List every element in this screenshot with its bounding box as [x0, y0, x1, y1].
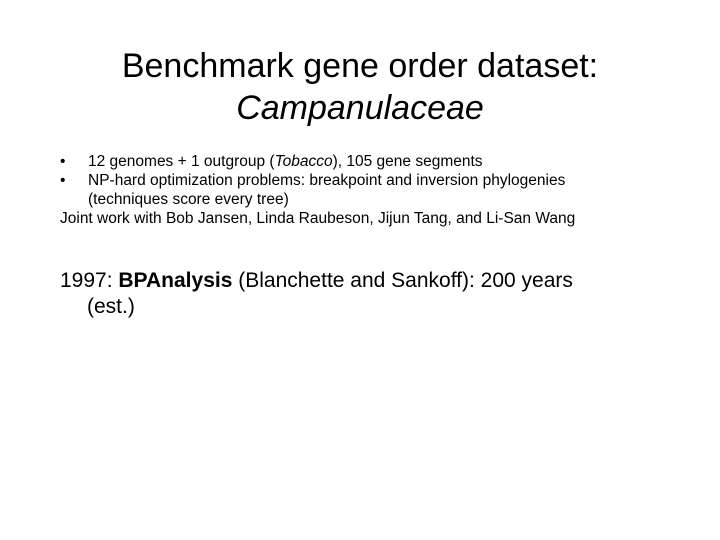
analysis-method: BPAnalysis — [118, 269, 233, 292]
joint-work-line: Joint work with Bob Jansen, Linda Raubeson, Jijun Tang, and Li-San Wang — [60, 210, 576, 227]
bullet-text-line-2: (techniques score every tree) — [88, 191, 289, 208]
bullet-marker: • — [60, 172, 66, 189]
analysis-note — [60, 268, 680, 320]
title-line-1: Benchmark gene order dataset: — [121, 46, 599, 85]
bullet-text-italic: Tobacco — [274, 153, 333, 170]
bullet-marker: • — [60, 153, 66, 170]
bullet-list — [60, 152, 700, 228]
analysis-continuation: (est.) — [87, 295, 135, 318]
slide-title — [36, 45, 684, 129]
title-line-2: Campanulaceae — [236, 88, 484, 127]
bullet-text-pre: 12 genomes + 1 outgroup ( — [88, 153, 275, 170]
bullet-item-np-hard — [60, 171, 700, 209]
bullet-item-genomes — [60, 152, 700, 171]
bullet-text — [88, 153, 483, 170]
bullet-text-line-1: NP-hard optimization problems: breakpoint and inversion phylogenies — [88, 172, 566, 189]
analysis-rest: (Blanchette and Sankoff): 200 years — [232, 269, 573, 292]
analysis-year: 1997: — [60, 269, 119, 292]
bullet-text-post: ), 105 gene segments — [332, 153, 483, 170]
